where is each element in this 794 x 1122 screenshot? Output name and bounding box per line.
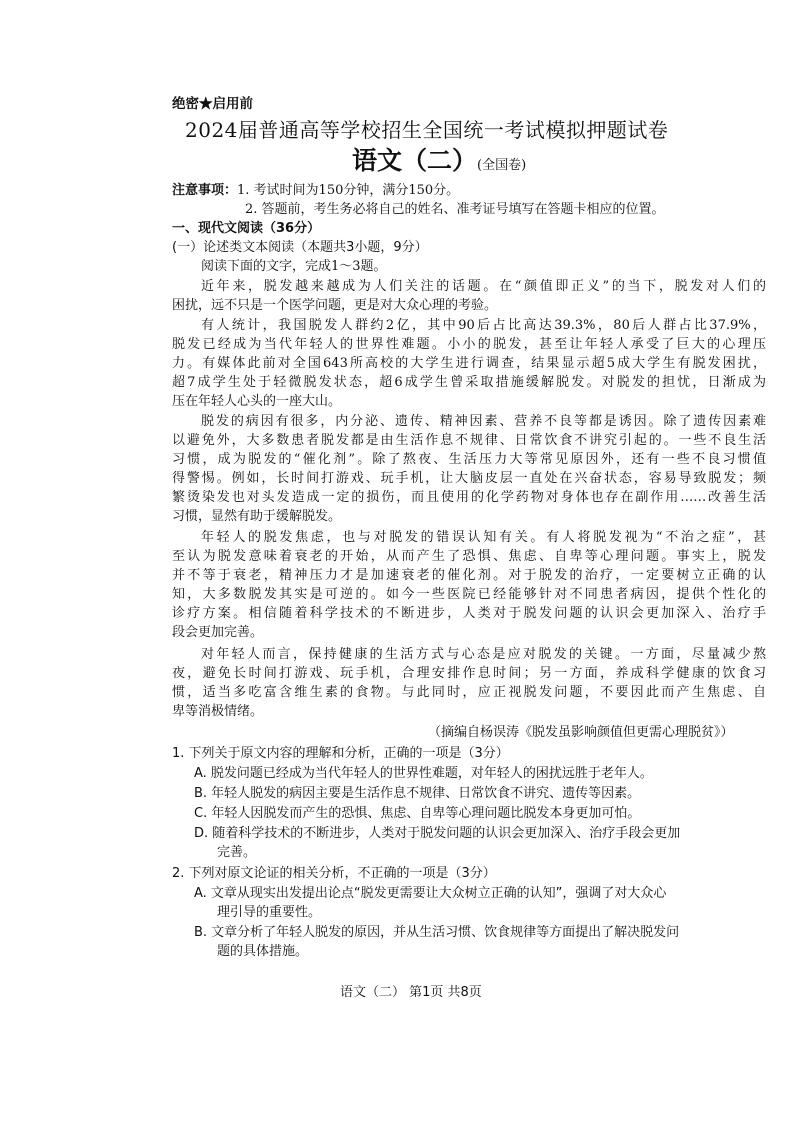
question-1-option-b: B. 年轻人脱发的病因主要是生活作息不规律、日常饮食不讲究、遗传等因素。 bbox=[194, 786, 641, 801]
notice-line-1 bbox=[172, 183, 459, 199]
question-2-option-a: A. 文章从现实出发提出论点“脱发更需要让大众树立正确的认知”，强调了对大众心 bbox=[194, 886, 667, 901]
passage-source: （摘编自杨误涛《脱发虽影响颜值但更需心理脱贫》） bbox=[428, 725, 734, 740]
subject-name: 语文（二） bbox=[352, 146, 478, 175]
question-2-stem: 2. 下列对原文论证的相关分析，不正确的一项是（3分） bbox=[172, 866, 496, 881]
notice-item-1: 1. 考试时间为150分钟，满分150分。 bbox=[237, 183, 460, 198]
section-1-title: 一、现代文阅读（36分） bbox=[172, 221, 321, 236]
passage-line: 脱发已经成为当代年轻人的世界性难题。小小的脱发，甚至让年轻人承受了巨大的心理压 bbox=[172, 337, 766, 352]
confidential-label: 绝密★启用前 bbox=[172, 96, 253, 112]
passage-line: 知，大多数脱发其实是可逆的。如今一些医院已经能够针对不同患者病因，提供个性化的 bbox=[172, 587, 766, 602]
passage-line: 压在年轻人心头的一座大山。 bbox=[172, 394, 342, 409]
passage-line: 超7成学生处于轻微脱发状态，超6成学生曾采取措施缓解脱发。对脱发的担忧，日渐成为 bbox=[172, 375, 766, 390]
subject-title bbox=[352, 145, 526, 182]
exam-title: 2024届普通高等学校招生全国统一考试模拟押题试卷 bbox=[185, 118, 669, 142]
passage-line: 卑等消极情绪。 bbox=[172, 704, 264, 719]
passage-line: 脱发的病因有很多，内分泌、遗传、精神因素、营养不良等都是诱因。除了遗传因素难 bbox=[201, 414, 766, 429]
section-1-subtitle: (一）论述类文本阅读（本题共3小题，9分） bbox=[172, 240, 428, 255]
question-2-option-b: B. 文章分析了年轻人脱发的原因，并从生活习惯、饮食规律等方面提出了解决脱发问 bbox=[194, 925, 680, 940]
passage-line: 夜，避免长时间打游戏、玩手机，合理安排作息时间；另一方面，养成科学健康的饮食习 bbox=[172, 666, 766, 681]
passage-line: 诊疗方案。相信随着科学技术的不断进步，人类对于脱发问题的认识会更加深入、治疗手 bbox=[172, 606, 766, 621]
passage-line: 并不等于衰老，精神压力才是加速衰老的催化剂。对于脱发的治疗，一定要树立正确的认 bbox=[172, 568, 766, 583]
passage-line: 年轻人的脱发焦虑，也与对脱发的错误认知有关。有人将脱发视为“不治之症”，甚 bbox=[201, 530, 766, 545]
question-2-option-a-cont: 理引导的重要性。 bbox=[217, 905, 322, 920]
passage-line: 繁烫染发也对头发造成一定的损伤，而且使用的化学药物对身体也存在副作用……改善生活 bbox=[172, 490, 766, 505]
reading-instruction: 阅读下面的文字，完成1～3题。 bbox=[201, 259, 387, 274]
question-2-option-b-cont: 题的具体措施。 bbox=[217, 944, 309, 959]
notice-label: 注意事项： bbox=[172, 183, 238, 198]
passage-line: 对年轻人而言，保持健康的生活方式与心态是应对脱发的关键。一方面，尽量减少熬 bbox=[201, 647, 766, 662]
question-1-option-c: C. 年轻人因脱发而产生的恐惧、焦虑、自卑等心理问题比脱发本身更加可怕。 bbox=[194, 806, 641, 821]
passage-line: 至认为脱发意味着衰老的开始，从而产生了恐惧、焦虑、自卑等心理问题。事实上，脱发 bbox=[172, 549, 766, 564]
page-footer: 语文（二） 第1页 共8页 bbox=[340, 985, 482, 1000]
passage-line: 习惯，显然有助于缓解脱发。 bbox=[172, 509, 342, 524]
question-1-option-d: D. 随着科学技术的不断进步，人类对于脱发问题的认识会更加深入、治疗手段会更加 bbox=[194, 826, 681, 841]
passage-line: 有人统计，我国脱发人群约2亿，其中90后占比高达39.3%，80后人群占比37.9%， bbox=[201, 318, 766, 333]
notice-item-2: 2. 答题前，考生务必将自己的姓名、准考证号填写在答题卡相应的位置。 bbox=[245, 202, 665, 217]
passage-line: 力。有媒体此前对全国643所高校的大学生进行调查，结果显示超5成大学生有脱发困扰， bbox=[172, 356, 766, 371]
passage-line: 惯，适当多吃富含维生素的食物。与此同时，应正视脱发问题，不要因此而产生焦虑、自 bbox=[172, 685, 766, 700]
passage-line: 以避免外，大多数患者脱发都是由生活作息不规律、日常饮食不讲究引起的。一些不良生活 bbox=[172, 433, 766, 448]
question-1-option-d-cont: 完善。 bbox=[217, 845, 257, 860]
passage-line: 段会更加完善。 bbox=[172, 625, 264, 640]
passage-line: 近年来，脱发越来越成为人们关注的话题。在“颜值即正义”的当下，脱发对人们的 bbox=[201, 279, 766, 294]
question-1-option-a: A. 脱发问题已经成为当代年轻人的世界性难题，对年轻人的困扰远胜于老年人。 bbox=[194, 766, 653, 781]
question-1-stem: 1. 下列关于原文内容的理解和分析，正确的一项是（3分） bbox=[172, 746, 509, 761]
passage-line: 得警惕。例如，长时间打游戏、玩手机，让大脑皮层一直处在兴奋状态，容易导致脱发；频 bbox=[172, 471, 766, 486]
passage-line: 习惯，成为脱发的“催化剂”。除了熬夜、生活压力大等常见原因外，还有一些不良习惯值 bbox=[172, 452, 766, 467]
exam-scope: (全国卷) bbox=[477, 158, 527, 173]
passage-line: 困扰，远不只是一个医学问题，更是对大众心理的考验。 bbox=[172, 298, 498, 313]
